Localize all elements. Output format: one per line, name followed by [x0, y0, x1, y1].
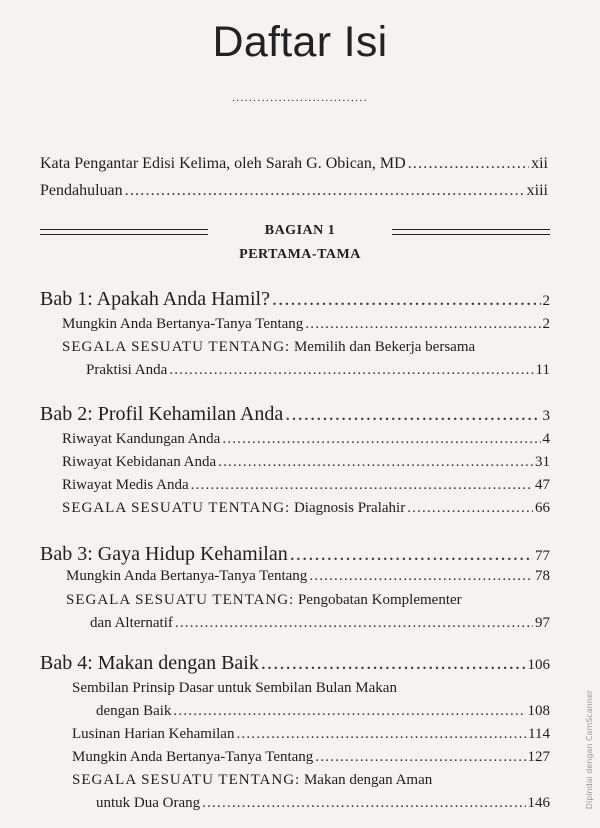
scanner-watermark: Dipindai dengan CamScanner	[585, 690, 594, 810]
dot-leader	[309, 568, 533, 585]
entry-page: 127	[527, 749, 550, 765]
toc-entry-multiline-line1	[72, 772, 432, 789]
dot-leader	[408, 155, 529, 173]
dot-leader	[236, 726, 526, 743]
entry-label: Pendahuluan	[40, 182, 123, 199]
chapter-page: 77	[535, 548, 550, 564]
dot-leader	[169, 362, 533, 379]
entry-page: xii	[531, 155, 548, 172]
chapter-page: 2	[542, 293, 550, 309]
title-ornament-dots: ................................	[232, 92, 368, 104]
entry-page: 4	[542, 431, 550, 447]
entry-label: Lusinan Harian Kehamilan	[72, 726, 235, 742]
entry-label: Memilih dan Bekerja bersama	[293, 339, 476, 355]
entry-page: 11	[535, 362, 550, 378]
entry-page: 78	[535, 568, 550, 584]
chapter-title: Bab 2: Profil Kehamilan Anda	[40, 403, 284, 425]
entry-label: Mungkin Anda Bertanya-Tanya Tentang	[62, 316, 304, 332]
entry-label: Sembilan Prinsip Dasar untuk Sembilan Bulan Makan	[72, 680, 397, 696]
dot-leader	[305, 316, 540, 333]
chapter-title: Bab 4: Makan dengan Baik	[40, 652, 259, 674]
entry-label: untuk Dua Orang	[96, 795, 201, 811]
entry-label: dengan Baik	[96, 703, 172, 719]
chapter-page: 106	[527, 657, 550, 673]
entry-label: Riwayat Medis Anda	[62, 477, 189, 493]
toc-entry	[62, 477, 550, 494]
entry-page: 2	[542, 316, 550, 332]
dot-leader	[175, 615, 533, 632]
part-number: BAGIAN 1	[264, 223, 336, 238]
entry-page: 31	[535, 454, 550, 470]
toc-entry-multiline-line1	[72, 680, 397, 697]
entry-page: 47	[535, 477, 550, 493]
dot-leader	[407, 500, 533, 517]
dot-leader	[125, 182, 525, 200]
entry-label: dan Alternatif	[90, 615, 173, 631]
entry-label: Pengobatan Komplementer	[297, 592, 462, 608]
entry-label: Mungkin Anda Bertanya-Tanya Tentang	[72, 749, 314, 765]
caps-prefix: SEGALA SESUATU TENTANG:	[72, 772, 301, 788]
toc-entry	[72, 749, 550, 766]
caps-prefix: SEGALA SESUATU TENTANG:	[62, 339, 291, 355]
page-title: Daftar Isi	[212, 18, 388, 66]
chapter-page: 3	[542, 408, 550, 424]
entry-page: xiii	[526, 182, 548, 199]
toc-entry	[62, 500, 550, 517]
dot-leader	[315, 749, 525, 766]
toc-entry-multiline-line1	[66, 592, 462, 609]
entry-label: Kata Pengantar Edisi Kelima, oleh Sarah G. Obican, MD	[40, 155, 406, 172]
toc-entry-foreword	[40, 155, 548, 173]
chapter-title: Bab 1: Apakah Anda Hamil?	[40, 288, 270, 310]
entry-label: Mungkin Anda Bertanya-Tanya Tentang	[66, 568, 308, 584]
entry-label-rest: Diagnosis Pralahir	[293, 500, 406, 516]
toc-entry	[62, 316, 550, 333]
dot-leader	[272, 288, 541, 311]
toc-entry	[90, 615, 550, 632]
toc-chapter-3	[40, 543, 550, 566]
toc-entry	[96, 795, 550, 812]
dot-leader	[218, 454, 533, 471]
dot-leader	[222, 431, 540, 448]
toc-entry	[62, 431, 550, 448]
entry-label: Praktisi Anda	[86, 362, 168, 378]
dot-leader	[173, 703, 525, 720]
toc-entry	[96, 703, 550, 720]
entry-page: 114	[528, 726, 550, 742]
entry-page: 146	[527, 795, 550, 811]
toc-chapter-2	[40, 403, 550, 426]
chapter-title: Bab 3: Gaya Hidup Kehamilan	[40, 543, 288, 565]
caps-prefix: SEGALA SESUATU TENTANG:	[66, 592, 295, 608]
entry-label: Makan dengan Aman	[303, 772, 433, 788]
entry-page: 66	[535, 500, 550, 516]
dot-leader	[285, 403, 540, 426]
toc-entry	[66, 568, 550, 585]
entry-page: 108	[527, 703, 550, 719]
entry-label: Riwayat Kandungan Anda	[62, 431, 221, 447]
entry-label	[62, 500, 405, 517]
entry-page: 97	[535, 615, 550, 631]
dot-leader	[261, 652, 526, 675]
dot-leader	[202, 795, 525, 812]
toc-entry-introduction	[40, 182, 548, 200]
dot-leader	[290, 543, 533, 566]
entry-label: Riwayat Kebidanan Anda	[62, 454, 217, 470]
dot-leader	[191, 477, 533, 494]
toc-entry	[86, 362, 550, 379]
toc-entry-multiline-line1	[62, 339, 475, 356]
toc-entry	[62, 454, 550, 471]
toc-chapter-4	[40, 652, 550, 675]
toc-entry	[72, 726, 550, 743]
caps-prefix: SEGALA SESUATU TENTANG:	[62, 500, 291, 516]
toc-chapter-1	[40, 288, 550, 311]
part-name: PERTAMA-TAMA	[239, 247, 361, 262]
